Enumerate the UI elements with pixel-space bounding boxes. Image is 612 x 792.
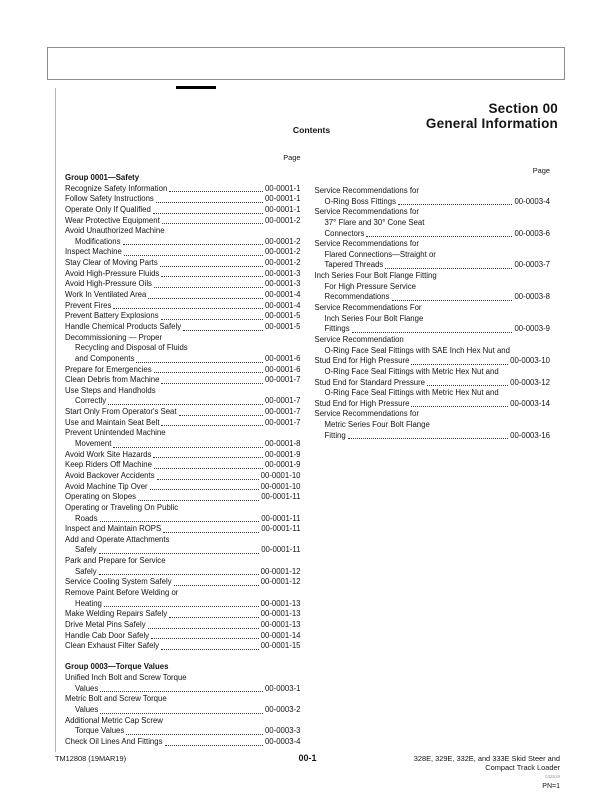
section-title: General Information bbox=[425, 115, 558, 131]
toc-page-number: 00-0001-13 bbox=[260, 619, 301, 629]
dot-leader bbox=[121, 237, 265, 248]
toc-entry-line: Recycling and Disposal of Fluids bbox=[75, 343, 188, 353]
dot-leader bbox=[161, 524, 261, 535]
dot-leader bbox=[159, 269, 265, 280]
toc-page-number: 00-0001-9 bbox=[264, 449, 301, 459]
toc-entry-line: Metric Series Four Bolt Flange bbox=[324, 420, 430, 430]
toc-entry-line: For High Pressure Service bbox=[324, 281, 416, 291]
dot-leader bbox=[364, 229, 514, 240]
dot-leader bbox=[102, 599, 261, 610]
toc-entry-line bbox=[65, 482, 301, 493]
dot-leader bbox=[396, 197, 514, 208]
toc-entry-line: Service Recommendations for bbox=[314, 239, 419, 249]
toc-entry-text: Prevent Fires bbox=[65, 300, 112, 310]
toc-entry-text: Handle Chemical Products Safely bbox=[65, 321, 182, 331]
toc-page-number: 00-0001-2 bbox=[264, 247, 301, 257]
toc-entry-text: Recognize Safety Information bbox=[65, 183, 168, 193]
toc-entry-line: Decommissioning — Proper bbox=[65, 332, 163, 342]
section-number: Section 00 bbox=[488, 101, 558, 116]
toc-entry-line bbox=[315, 292, 551, 303]
toc-page-number: 00-0001-3 bbox=[264, 268, 301, 278]
toc-page-number: 00-0003-12 bbox=[510, 377, 550, 387]
dot-leader bbox=[97, 545, 262, 556]
toc-entry-text: Fitting bbox=[324, 430, 346, 440]
toc-page-number: 00-0001-3 bbox=[264, 279, 301, 289]
toc-page-number: 00-0001-11 bbox=[261, 492, 301, 502]
toc-entry-line: Service Recommendations for bbox=[314, 186, 419, 195]
toc-page-number: 00-0001-9 bbox=[264, 460, 301, 470]
toc-entry-line bbox=[315, 197, 551, 208]
toc-entry-line bbox=[65, 705, 301, 716]
toc-page-number: 00-0001-5 bbox=[264, 321, 301, 331]
toc-page-number: 00-0001-12 bbox=[260, 577, 301, 587]
dot-leader bbox=[148, 482, 261, 493]
toc-entry-line bbox=[315, 399, 551, 410]
toc-entry-text: Operating on Slopes bbox=[65, 492, 137, 502]
dot-leader bbox=[98, 705, 265, 716]
dot-leader bbox=[97, 567, 261, 578]
dot-leader bbox=[159, 311, 265, 322]
toc-page-number: 00-0003-14 bbox=[510, 398, 550, 408]
toc-entry-line: O-Ring Face Seal Fittings with Metric Hex Nut and bbox=[324, 388, 499, 398]
toc-columns bbox=[65, 153, 558, 748]
dot-leader bbox=[160, 216, 265, 227]
toc-entry-line bbox=[65, 205, 301, 216]
toc-entry-line bbox=[65, 322, 301, 333]
toc-page-number: 00-0001-4 bbox=[264, 300, 301, 310]
manual-number: TM12808 (19MAR19) bbox=[55, 754, 127, 763]
dot-leader bbox=[136, 492, 261, 503]
toc-entry-line bbox=[65, 439, 301, 450]
toc-entry-line bbox=[315, 324, 551, 335]
toc-entry-line bbox=[65, 247, 301, 258]
toc-entry-text: Check Oil Lines And Fittings bbox=[65, 736, 163, 746]
dot-leader bbox=[159, 375, 264, 386]
dot-leader bbox=[159, 641, 261, 652]
toc-page-number: 00-0001-7 bbox=[264, 396, 301, 406]
toc-entry-line: Service Recommendations for bbox=[314, 409, 419, 419]
toc-entry-line: Metric Bolt and Screw Torque bbox=[65, 694, 167, 704]
dot-leader bbox=[163, 737, 265, 748]
dot-leader bbox=[152, 365, 265, 376]
dot-leader bbox=[350, 324, 515, 335]
toc-entry-line bbox=[65, 567, 301, 578]
toc-entry-text: Handle Cab Door Safely bbox=[65, 630, 150, 640]
toc-entry-text: Start Only From Operator's Seat bbox=[65, 407, 177, 417]
toc-entry-line bbox=[65, 194, 301, 205]
toc-entry-text: Movement bbox=[75, 439, 112, 449]
toc-entry-line bbox=[65, 631, 301, 642]
toc-page-number: 00-0001-1 bbox=[264, 204, 301, 214]
toc-list-right bbox=[315, 186, 551, 441]
toc-entry-line bbox=[65, 237, 301, 248]
toc-entry-line bbox=[65, 258, 301, 269]
dot-leader bbox=[167, 609, 260, 620]
toc-page-number: 00-0001-12 bbox=[260, 566, 301, 576]
toc-entry-line bbox=[65, 375, 301, 386]
dot-leader bbox=[111, 439, 265, 450]
toc-entry-line bbox=[65, 365, 301, 376]
toc-page-number: 00-0003-9 bbox=[514, 324, 550, 334]
toc-entry-line bbox=[65, 418, 301, 429]
toc-entry-text: Clean Debris from Machine bbox=[65, 375, 160, 385]
toc-page-number: 00-0001-6 bbox=[264, 353, 301, 363]
toc-page-number: 00-0001-2 bbox=[264, 215, 301, 225]
toc-column-right bbox=[315, 153, 551, 748]
dot-leader bbox=[98, 684, 265, 695]
toc-page-number: 00-0003-16 bbox=[510, 430, 550, 440]
toc-page-number: 00-0003-4 bbox=[514, 196, 550, 206]
toc-entry-line bbox=[65, 620, 301, 631]
toc-page-number: 00-0001-13 bbox=[260, 609, 301, 619]
toc-page-number: 00-0001-15 bbox=[260, 641, 301, 651]
toc-entry-line bbox=[65, 599, 301, 610]
toc-entry-text: O-Ring Boss Fittings bbox=[324, 196, 396, 206]
dot-leader bbox=[146, 620, 261, 631]
toc-page-number: 00-0001-7 bbox=[264, 407, 301, 417]
toc-entry-text: Heating bbox=[75, 598, 102, 608]
toc-entry-text: Torque Values bbox=[75, 726, 125, 736]
toc-entry-text: Modifications bbox=[75, 236, 121, 246]
toc-entry-text: Inspect Machine bbox=[65, 247, 122, 257]
toc-page-number: 00-0001-1 bbox=[264, 194, 301, 204]
toc-entry-line bbox=[65, 609, 301, 620]
toc-page-number: 00-0001-6 bbox=[264, 364, 301, 374]
toc-entry-line: Prevent Unintended Machine bbox=[65, 428, 166, 438]
toc-entry-line bbox=[315, 260, 551, 271]
dot-leader bbox=[151, 450, 265, 461]
toc-page-number: 00-0003-4 bbox=[264, 736, 301, 746]
toc-entry-line: Unified Inch Bolt and Screw Torque bbox=[65, 673, 187, 683]
toc-entry-line bbox=[65, 684, 301, 695]
toc-page-number: 00-0003-8 bbox=[514, 292, 550, 302]
dot-leader bbox=[158, 258, 265, 269]
toc-entry-line bbox=[65, 269, 301, 280]
page-footer bbox=[55, 754, 560, 791]
toc-entry-line bbox=[65, 396, 301, 407]
toc-page-number: 00-0001-2 bbox=[264, 236, 301, 246]
toc-page-number: 00-0001-7 bbox=[264, 417, 301, 427]
dot-leader bbox=[149, 631, 261, 642]
toc-entry-text: Safely bbox=[75, 545, 97, 555]
toc-entry-line: Operating or Traveling On Public bbox=[65, 502, 179, 512]
toc-entry-text: Connectors bbox=[324, 228, 365, 238]
dot-leader bbox=[167, 184, 265, 195]
toc-entry-text: Use and Maintain Seat Belt bbox=[65, 417, 160, 427]
model-description-line1: 328E, 329E, 332E, and 333E Skid Steer and bbox=[413, 754, 561, 763]
toc-entry-line: O-Ring Face Seal Fittings with Metric Hex Nut and bbox=[324, 366, 499, 376]
toc-entry-line: Flared Connections—Straight or bbox=[324, 249, 436, 259]
dot-leader bbox=[177, 407, 265, 418]
footer-page-number: 00-1 bbox=[298, 753, 317, 763]
toc-entry-text: Wear Protective Equipment bbox=[65, 215, 160, 225]
print-note: PN=1 bbox=[542, 783, 561, 790]
toc-entry-text: Make Welding Repairs Safely bbox=[65, 609, 168, 619]
toc-entry-text: Roads bbox=[75, 513, 98, 523]
toc-entry-line: Inch Series Four Bolt Flange Fitting bbox=[314, 271, 437, 281]
toc-entry-line: Additional Metric Cap Screw bbox=[65, 715, 163, 725]
toc-entry-text: Stud End for Standard Pressure bbox=[314, 377, 426, 387]
toc-page-number: 00-0001-4 bbox=[264, 290, 301, 300]
toc-entry-line: Remove Paint Before Welding or bbox=[65, 587, 179, 597]
toc-entry-line bbox=[65, 290, 301, 301]
page-column-heading-right: Page bbox=[532, 166, 550, 175]
toc-page-number: 00-0003-2 bbox=[264, 705, 301, 715]
contents-heading: Contents bbox=[292, 125, 331, 135]
toc-page-number: 00-0001-8 bbox=[264, 439, 301, 449]
toc-entry-line bbox=[65, 524, 301, 535]
toc-entry-line bbox=[65, 311, 301, 322]
toc-entry-text: Correctly bbox=[75, 396, 107, 406]
toc-page-number: 00-0001-11 bbox=[261, 513, 301, 523]
toc-page-number: 00-0003-6 bbox=[514, 228, 550, 238]
model-description bbox=[317, 754, 561, 791]
toc-entry-text: Drive Metal Pins Safely bbox=[65, 619, 146, 629]
toc-page-number: 00-0003-3 bbox=[264, 726, 301, 736]
dot-leader bbox=[181, 322, 265, 333]
toc-page-number: 00-0001-7 bbox=[264, 375, 301, 385]
toc-entry-text: Prepare for Emergencies bbox=[65, 364, 152, 374]
toc-entry-line bbox=[65, 641, 301, 652]
dot-leader bbox=[151, 205, 265, 216]
toc-entry-line bbox=[65, 279, 301, 290]
dot-leader bbox=[154, 194, 265, 205]
toc-entry-text: Values bbox=[75, 683, 99, 693]
toc-entry-line: Add and Operate Attachments bbox=[65, 534, 170, 544]
dot-leader bbox=[152, 460, 265, 471]
toc-page-number: 00-0001-5 bbox=[264, 311, 301, 321]
toc-entry-line: Service Recommendations For bbox=[314, 303, 422, 313]
dot-leader bbox=[155, 471, 261, 482]
page-header-box bbox=[47, 47, 565, 80]
toc-entry-line: O-Ring Face Seal Fittings with SAE Inch Hex Nut and bbox=[324, 345, 510, 355]
toc-entry-line bbox=[65, 726, 301, 737]
toc-entry-line: Service Recommendation bbox=[314, 334, 404, 344]
toc-entry-line: Inch Series Four Bolt Flange bbox=[324, 313, 424, 323]
toc-entry-line bbox=[65, 737, 301, 748]
toc-entry-text: Avoid Work Site Hazards bbox=[65, 449, 152, 459]
toc-entry-text: Inspect and Maintain ROPS bbox=[65, 524, 162, 534]
dot-leader bbox=[98, 514, 262, 525]
toc-entry-text: Keep Riders Off Machine bbox=[65, 460, 152, 470]
toc-entry-line bbox=[65, 184, 301, 195]
page-content bbox=[55, 88, 558, 752]
toc-entry-line bbox=[65, 407, 301, 418]
toc-page-number: 00-0001-13 bbox=[260, 598, 301, 608]
toc-entry-line: Use Steps and Handholds bbox=[65, 385, 156, 395]
toc-group-heading: Group 0003—Torque Values bbox=[65, 662, 169, 672]
toc-page-number: 00-0001-1 bbox=[264, 183, 301, 193]
toc-page-number: 00-0001-11 bbox=[261, 545, 301, 555]
toc-entry-line bbox=[315, 431, 551, 442]
dot-leader bbox=[152, 279, 265, 290]
toc-entry-line bbox=[65, 492, 301, 503]
toc-entry-text: Stud End for High Pressure bbox=[314, 398, 410, 408]
toc-entry-line bbox=[65, 471, 301, 482]
toc-entry-line bbox=[65, 514, 301, 525]
toc-page-number: 00-0003-1 bbox=[264, 683, 301, 693]
toc-entry-text: Service Cooling System Safely bbox=[65, 577, 172, 587]
dot-leader bbox=[122, 247, 265, 258]
toc-entry-text: Stay Clear of Moving Parts bbox=[65, 258, 158, 268]
toc-page-number: 00-0003-10 bbox=[510, 356, 550, 366]
toc-entry-text: Tapered Threads bbox=[324, 260, 384, 270]
toc-entry-text: Work In Ventilated Area bbox=[65, 290, 147, 300]
toc-entry-text: Avoid High-Pressure Fluids bbox=[65, 268, 160, 278]
toc-entry-line bbox=[65, 450, 301, 461]
toc-entry-line bbox=[315, 356, 551, 367]
toc-entry-text: Avoid Machine Tip Over bbox=[65, 481, 148, 491]
dot-leader bbox=[146, 290, 265, 301]
toc-group-heading: Group 0001—Safety bbox=[65, 173, 140, 182]
toc-page-number: 00-0001-14 bbox=[260, 630, 301, 640]
toc-entry-text: Operate Only If Qualified bbox=[65, 204, 151, 214]
toc-entry-line: Park and Prepare for Service bbox=[65, 556, 166, 566]
toc-entry-text: Values bbox=[75, 705, 99, 715]
toc-page-number: 00-0001-10 bbox=[260, 470, 301, 480]
toc-entry-line bbox=[65, 216, 301, 227]
toc-entry-text: Follow Safety Instructions bbox=[65, 194, 154, 204]
toc-page-number: 00-0003-7 bbox=[514, 260, 550, 270]
toc-entry-text: Prevent Battery Explosions bbox=[65, 311, 159, 321]
dot-leader bbox=[409, 399, 510, 410]
toc-entry-text: and Components bbox=[75, 353, 135, 363]
toc-entry-text: Avoid High-Pressure Oils bbox=[65, 279, 152, 289]
dot-leader bbox=[106, 396, 265, 407]
dot-leader bbox=[172, 577, 261, 588]
model-description-line2: Compact Track Loader bbox=[485, 763, 561, 772]
toc-page-number: 00-0001-10 bbox=[260, 481, 301, 491]
toc-entry-text: Recommendations bbox=[324, 292, 390, 302]
toc-entry-line: 37° Flare and 30° Cone Seat bbox=[324, 217, 425, 227]
toc-entry-line bbox=[315, 229, 551, 240]
toc-list-left bbox=[65, 173, 301, 748]
toc-entry-line: Avoid Unauthorized Machine bbox=[65, 226, 165, 236]
dot-leader bbox=[124, 726, 265, 737]
dot-leader bbox=[134, 354, 265, 365]
dot-leader bbox=[346, 431, 510, 442]
dot-leader bbox=[409, 356, 510, 367]
toc-column-left bbox=[65, 153, 301, 748]
toc-entry-line bbox=[65, 545, 301, 556]
toc-entry-text: Safely bbox=[75, 566, 97, 576]
dot-leader bbox=[425, 378, 510, 389]
toc-page-number: 00-0001-11 bbox=[261, 524, 301, 534]
toc-entry-text: Avoid Backover Accidents bbox=[65, 470, 155, 480]
fine-print: 032619 bbox=[544, 774, 561, 779]
page-column-heading-left: Page bbox=[283, 153, 301, 162]
toc-entry-line bbox=[65, 354, 301, 365]
dot-leader bbox=[383, 260, 514, 271]
dot-leader bbox=[111, 301, 265, 312]
toc-entry-text: Fittings bbox=[324, 324, 350, 334]
dot-leader bbox=[390, 292, 515, 303]
toc-entry-text: Stud End for High Pressure bbox=[314, 356, 410, 366]
toc-entry-text: Clean Exhaust Filter Safely bbox=[65, 641, 160, 651]
toc-entry-line bbox=[65, 460, 301, 471]
dot-leader bbox=[159, 418, 264, 429]
toc-page-number: 00-0001-2 bbox=[264, 258, 301, 268]
toc-entry-line bbox=[65, 301, 301, 312]
toc-entry-line bbox=[65, 577, 301, 588]
toc-entry-line: Service Recommendations for bbox=[314, 207, 419, 217]
toc-entry-line bbox=[315, 378, 551, 389]
